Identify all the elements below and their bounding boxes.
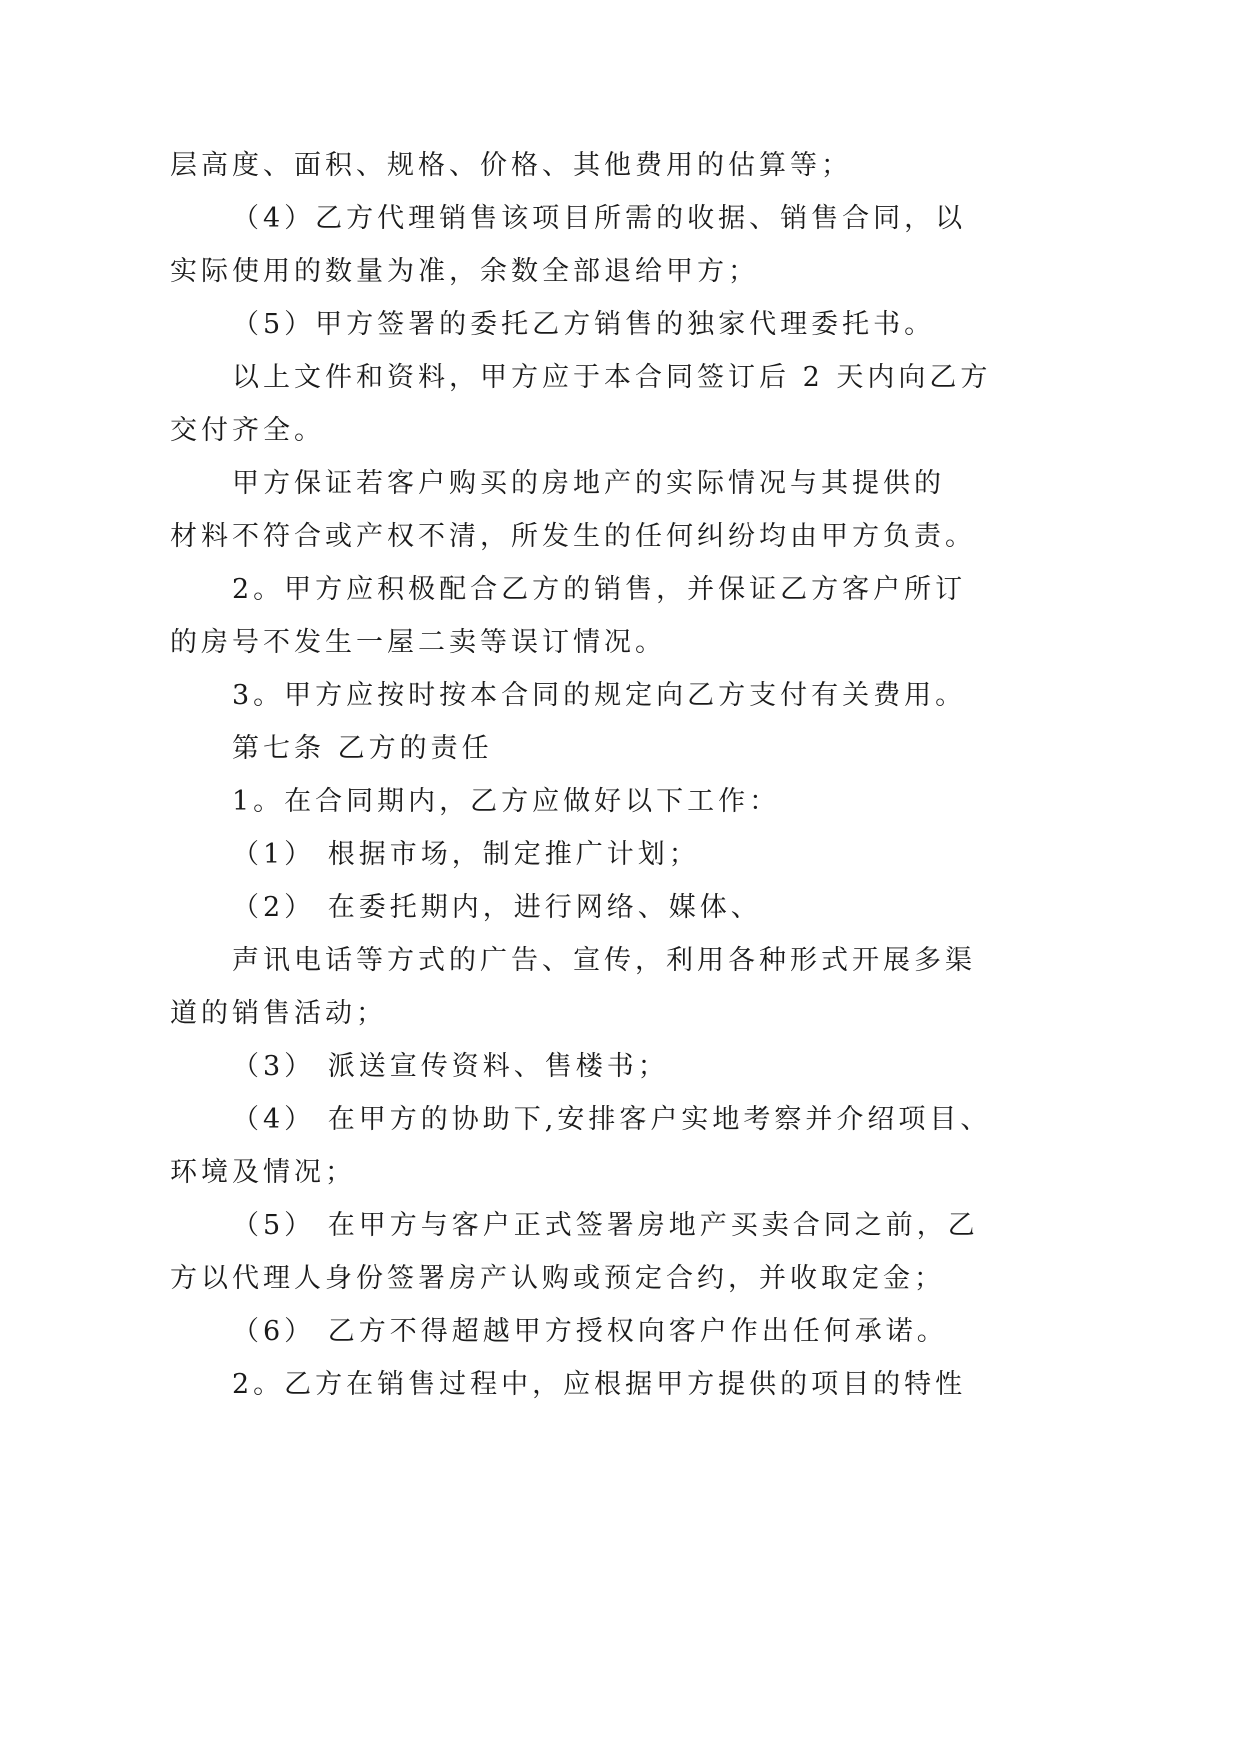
- text-line: （4）乙方代理销售该项目所需的收据、销售合同，以: [232, 203, 967, 234]
- section-heading: 第七条 乙方的责任: [232, 733, 493, 764]
- text-line: 交付齐全。: [170, 415, 325, 446]
- text-line: （6） 乙方不得超越甲方授权向客户作出任何承诺。: [232, 1316, 948, 1347]
- text-line: （4） 在甲方的协助下,安排客户实地考察并介绍项目、: [232, 1104, 992, 1135]
- text-line: 实际使用的数量为准，余数全部退给甲方；: [170, 256, 759, 287]
- text-line: 的房号不发生一屋二卖等误订情况。: [170, 627, 666, 658]
- text-line: 3。甲方应按时按本合同的规定向乙方支付有关费用。: [232, 680, 967, 711]
- text-line: 1。在合同期内，乙方应做好以下工作：: [232, 786, 781, 817]
- text-line: 材料不符合或产权不清，所发生的任何纠纷均由甲方负责。: [170, 521, 976, 552]
- text-line: 环境及情况；: [170, 1157, 356, 1188]
- text-line: 层高度、面积、规格、价格、其他费用的估算等；: [170, 150, 852, 181]
- text-line: （3） 派送宣传资料、售楼书；: [232, 1051, 669, 1082]
- text-line: （5）甲方签署的委托乙方销售的独家代理委托书。: [232, 309, 936, 340]
- text-line: 甲方保证若客户购买的房地产的实际情况与其提供的: [232, 468, 945, 499]
- text-line: 道的销售活动；: [170, 998, 387, 1029]
- text-line: 方以代理人身份签署房产认购或预定合约，并收取定金；: [170, 1263, 945, 1294]
- text-line: 声讯电话等方式的广告、宣传，利用各种形式开展多渠: [232, 945, 976, 976]
- text-line: 2。乙方在销售过程中，应根据甲方提供的项目的特性: [232, 1369, 967, 1400]
- text-line: （2） 在委托期内，进行网络、媒体、: [232, 892, 762, 923]
- text-line: 2。甲方应积极配合乙方的销售，并保证乙方客户所订: [232, 574, 967, 605]
- text-line: 以上文件和资料，甲方应于本合同签订后 2 天内向乙方: [232, 362, 992, 393]
- text-line: （1） 根据市场，制定推广计划；: [232, 839, 700, 870]
- text-line: （5） 在甲方与客户正式签署房地产买卖合同之前，乙: [232, 1210, 979, 1241]
